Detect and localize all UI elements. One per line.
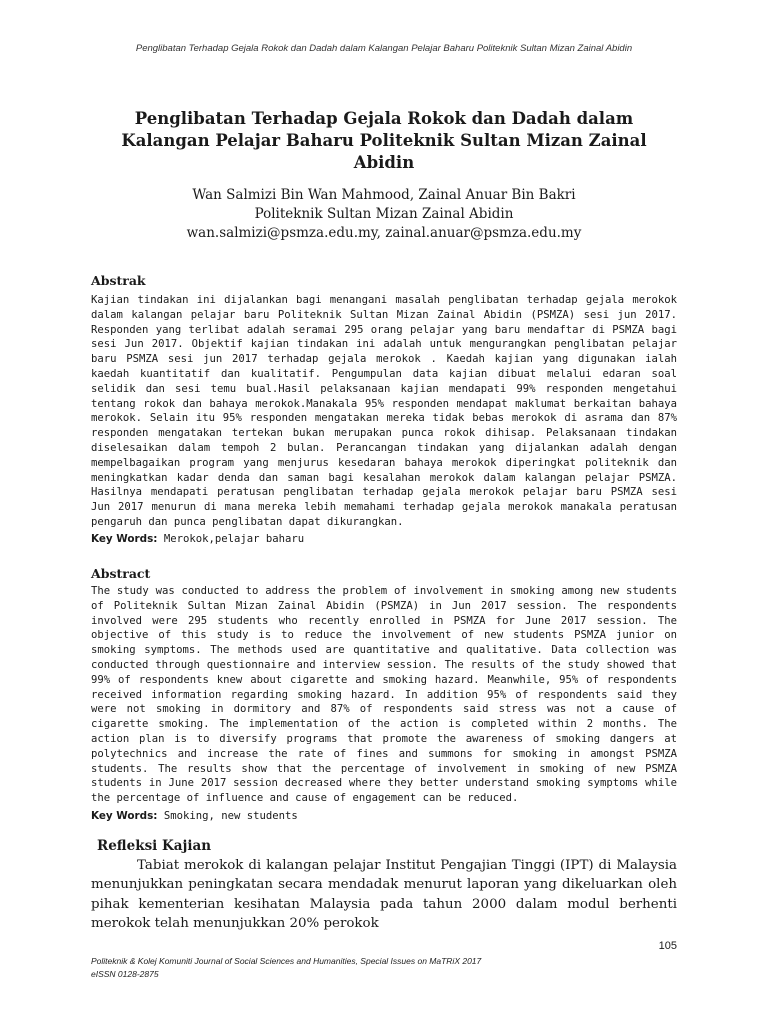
abstrak-text: Kajian tindakan ini dijalankan bagi menangani masalah penglibatan terhadap gejala merokok dalam kalangan pelajar baru Politeknik Sultan Mizan Zainal Abidin (PSMZA) sesi jun 2017. Responden yang terlibat adalah seramai 295 orang pelajar yang baru mendaftar di PSMZA bagi sesi Jun 2017. Objektif kajian tindakan ini adalah untuk mengurangkan penglibatan pelajar baru PSMZA sesi jun 2017 terhadap gejala merokok . Kaedah kajian yang digunakan ialah kaedah kuantitatif dan kualitatif. Pengumpulan data kajian dibuat melalui edaran soal selidik dan sesi temu bual.Hasil pelaksanaan kajian mendapati 99% responden mengetahui tentang rokok dan bahaya merokok.Manakala 95% responden mendapat maklumat berkaitan bahaya merokok. Selain itu 95% responden mengatakan mereka tidak bebas merokok di asrama dan 87% responden mengatakan tertekan bukan merupakan punca rokok dihisap. Pelaksanaan tindakan diselesaikan dalam tempoh 2 bulan. Perancangan tindakan yang dijalankan adalah dengan mempelbagaikan program yang menjurus kesedaran bahaya merokok diperingkat politeknik dan meningkatkan kadar denda dan saman bagi kesalahan merokok dalam kalangan pelajar PSMZA. Hasilnya mendapati peratusan penglibatan terhadap gejala merokok pelajar baru PSMZA sesi Jun 2017 menurun di mana mereka lebih memahami terhadap gejala merokok manakala peratusan pengaruh dan punca penglibatan dapat dikurangkan.	[91, 294, 677, 528]
author-names: Wan Salmizi Bin Wan Mahmood, Zainal Anuar Bin Bakri	[192, 187, 576, 203]
keywords-label: Key Words:	[91, 810, 158, 822]
keywords-value: Merokok,pelajar baharu	[157, 533, 305, 545]
journal-issn: eISSN 0128-2875	[91, 969, 159, 979]
abstrak-keywords	[91, 532, 677, 547]
journal-footer	[91, 955, 481, 981]
abstrak-heading: Abstrak	[91, 273, 146, 288]
refleksi-text: Tabiat merokok di kalangan pelajar Institut Pengajian Tinggi (IPT) di Malaysia menunjukkan peningkatan secara mendadak menurut laporan yang dikeluarkan oleh pihak kementerian kesihatan Malaysia pada tahun 2000 dalam modul berhenti merokok telah menunjukkan 20% perokok	[91, 858, 677, 932]
refleksi-heading: Refleksi Kajian	[97, 838, 212, 854]
keywords-label: Key Words:	[91, 533, 158, 545]
keywords-value: Smoking, new students	[157, 810, 298, 822]
abstract-keywords	[91, 809, 677, 824]
paper-title: Penglibatan Terhadap Gejala Rokok dan Dadah dalam Kalangan Pelajar Baharu Politeknik Sultan Mizan Zainal Abidin	[121, 109, 647, 172]
journal-name: Politeknik & Kolej Komuniti Journal of Social Sciences and Humanities, Special Issues on MaTRiX 2017	[91, 956, 482, 966]
abstract-text: The study was conducted to address the problem of involvement in smoking among new students of Politeknik Sultan Mizan Zainal Abidin (PSMZA) in Jun 2017 session. The respondents involved were 295 students who recently enrolled in PSMZA for June 2017 session. The objective of this study is to reduce the involvement of new students PSMZA junior on smoking symptoms. The methods used are quantitative and qualitative. Data collection was conducted through questionnaire and interview session. The results of the study showed that 99% of respondents knew about cigarette and smoking hazard. Meanwhile, 95% of respondents received information regarding smoking hazard. In addition 95% of respondents said they were not smoking in dormitory and 87% of respondents said stress was not a cause of cigarette smoking. The implementation of the action is completed within 2 months. The action plan is to diversify programs that promote the awareness of smoking dangers at polytechnics and increase the rate of fines and summons for smoking in amongst PSMZA students. The results show that the percentage of involvement in smoking of new PSMZA students in June 2017 session decreased where they better understand smoking symptoms while the percentage of influence and cause of engagement can be reduced.	[91, 585, 677, 805]
page-number: 105	[658, 940, 677, 952]
running-header: Penglibatan Terhadap Gejala Rokok dan Dadah dalam Kalangan Pelajar Baharu Politeknik Sultan Mizan Zainal Abidin	[135, 43, 633, 54]
author-block	[90, 186, 678, 243]
author-emails: wan.salmizi@psmza.edu.my, zainal.anuar@psmza.edu.my	[186, 225, 582, 241]
author-affiliation: Politeknik Sultan Mizan Zainal Abidin	[254, 206, 514, 222]
abstract-heading: Abstract	[91, 566, 151, 581]
